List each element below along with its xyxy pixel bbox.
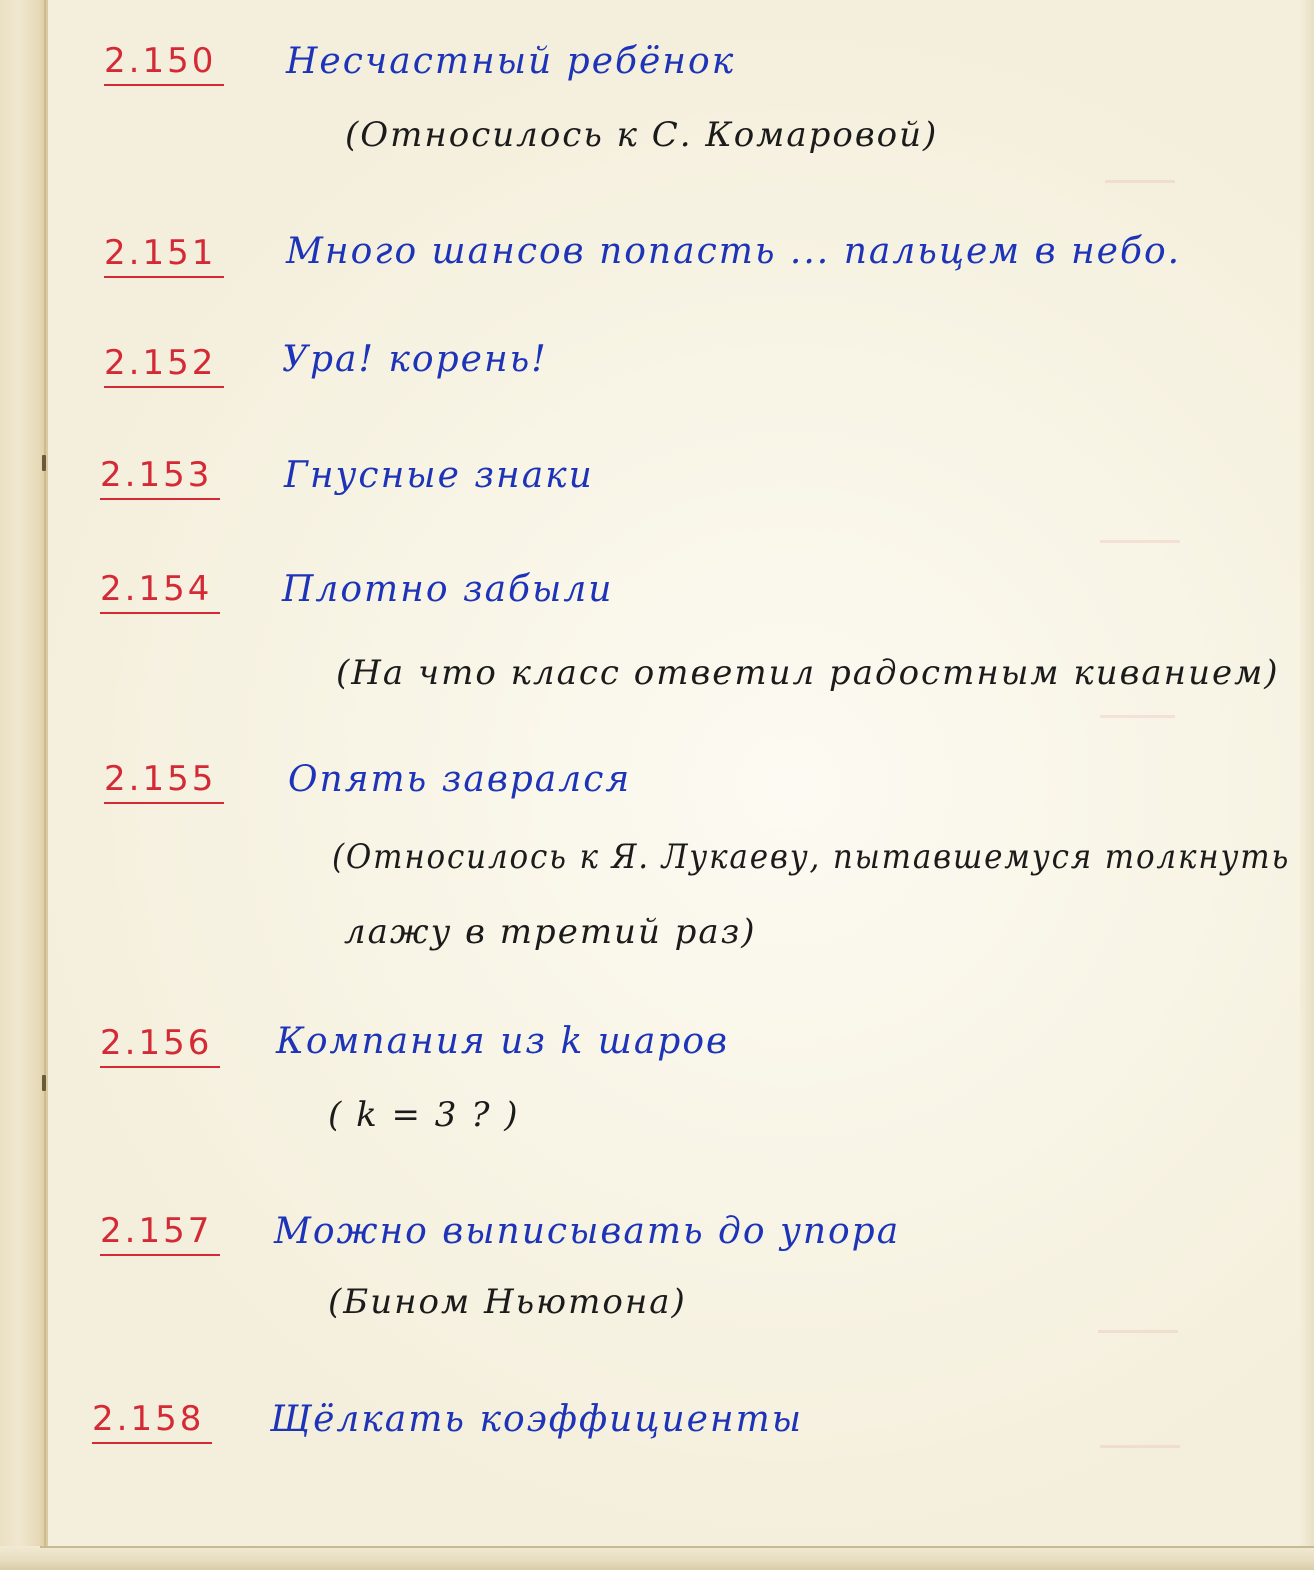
entry-title: Много шансов попасть ... пальцем в небо. — [286, 231, 1182, 272]
bleed-through-mark — [1100, 715, 1175, 718]
entry-title: Несчастный ребёнок — [286, 41, 736, 82]
entry-note: (Относилось к Я. Лукаеву, пытавшемуся толкнуть — [332, 837, 1291, 877]
notebook-binding — [0, 0, 48, 1570]
entry-title: Щёлкать коэффициенты — [270, 1399, 804, 1440]
entry-number: 2.155 — [104, 759, 217, 799]
entry-note: (На что класс ответил радостным киванием) — [336, 653, 1280, 693]
entry-title: Компания из k шаров — [276, 1021, 729, 1062]
binding-fold-line — [44, 0, 46, 1570]
bleed-through-mark — [1100, 540, 1180, 543]
entry-number: 2.154 — [100, 569, 213, 609]
bleed-through-mark — [1098, 1330, 1178, 1333]
entry-note: (Бином Ньютона) — [328, 1282, 687, 1322]
entry-title: Ура! корень! — [282, 339, 548, 380]
bleed-through-mark — [1105, 180, 1175, 183]
entry-title: Опять заврался — [288, 759, 632, 800]
entry-note: лажу в третий раз) — [344, 912, 757, 952]
bleed-through-mark — [1100, 1445, 1180, 1448]
entry-number: 2.151 — [104, 233, 217, 273]
entry-number: 2.152 — [104, 343, 217, 383]
entry-title: Можно выписывать до упора — [274, 1211, 901, 1252]
staple-mark — [42, 455, 46, 471]
entry-note: (Относилось к С. Комаровой) — [345, 115, 939, 155]
page-bottom-fold-line — [40, 1546, 1314, 1548]
page-right-edge — [1300, 0, 1314, 1570]
page-bottom-edge — [0, 1546, 1314, 1570]
staple-mark — [42, 1075, 46, 1091]
entry-number: 2.157 — [100, 1211, 213, 1251]
entry-number: 2.158 — [92, 1399, 205, 1439]
entry-title: Плотно забыли — [282, 569, 614, 610]
entry-number: 2.156 — [100, 1023, 213, 1063]
entry-title: Гнусные знаки — [284, 455, 594, 496]
entry-number: 2.150 — [104, 41, 217, 81]
entry-note: ( k = 3 ? ) — [328, 1095, 520, 1135]
entry-number: 2.153 — [100, 455, 213, 495]
